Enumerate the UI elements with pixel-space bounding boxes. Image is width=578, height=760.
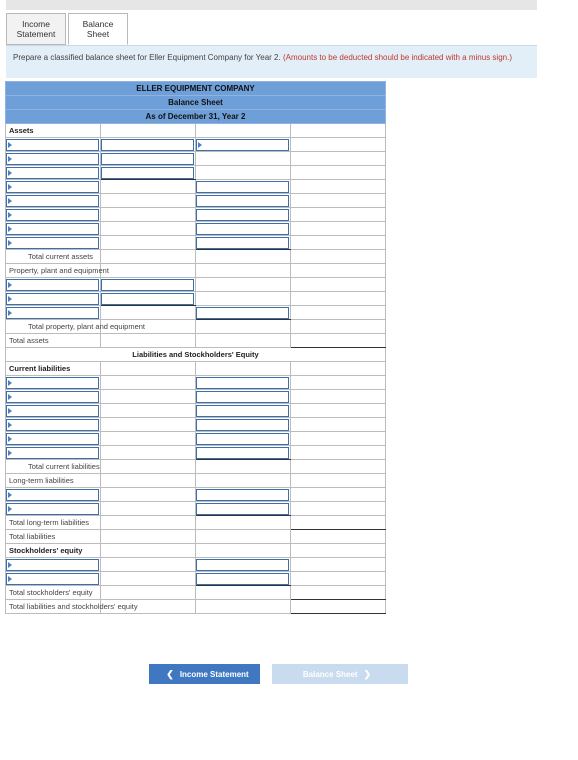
account-select[interactable] — [6, 167, 99, 179]
tab-income-statement[interactable]: Income Statement — [6, 13, 66, 45]
amount-input[interactable] — [196, 181, 289, 193]
account-select[interactable] — [6, 237, 99, 249]
prev-button-label: Income Statement — [179, 669, 249, 679]
amount-input[interactable] — [196, 377, 289, 389]
long-term-liabilities-heading: Long-term liabilities — [6, 474, 101, 488]
instructions — [6, 45, 537, 78]
instruction-text: Prepare a classified balance sheet for Eller Equipment Company for Year 2. — [13, 53, 281, 62]
account-select[interactable] — [6, 209, 99, 221]
amount-input[interactable] — [196, 489, 289, 501]
amount-input[interactable] — [196, 405, 289, 417]
amount-input[interactable] — [196, 391, 289, 403]
account-select[interactable] — [6, 419, 99, 431]
account-select[interactable] — [6, 405, 99, 417]
tab-bar — [6, 13, 128, 45]
amount-input[interactable] — [196, 503, 289, 515]
amount-input[interactable] — [196, 433, 289, 445]
amount-input[interactable] — [101, 167, 194, 179]
account-select[interactable] — [6, 447, 99, 459]
account-select[interactable] — [6, 433, 99, 445]
prev-income-statement-button[interactable] — [149, 664, 260, 684]
statement-date: As of December 31, Year 2 — [6, 110, 386, 124]
total-current-assets-label: Total current assets — [6, 250, 101, 264]
total-long-term-liabilities-label: Total long-term liabilities — [6, 516, 101, 530]
current-liabilities-heading: Current liabilities — [6, 362, 101, 376]
amount-input[interactable] — [196, 195, 289, 207]
amount-input[interactable] — [101, 153, 194, 165]
balance-sheet-table — [5, 81, 386, 614]
account-select[interactable] — [6, 223, 99, 235]
liabilities-equity-heading: Liabilities and Stockholders' Equity — [6, 348, 386, 362]
account-select[interactable] — [6, 153, 99, 165]
stockholders-equity-heading: Stockholders' equity — [6, 544, 101, 558]
amount-input[interactable] — [196, 559, 289, 571]
tab-balance-sheet[interactable]: Balance Sheet — [68, 13, 128, 45]
account-select[interactable] — [6, 377, 99, 389]
account-select[interactable] — [6, 559, 99, 571]
amount-input[interactable] — [196, 223, 289, 235]
total-stockholders-equity-label: Total stockholders' equity — [6, 586, 101, 600]
chevron-right-icon: ❯ — [363, 668, 372, 679]
account-select[interactable] — [6, 391, 99, 403]
amount-input[interactable] — [196, 419, 289, 431]
top-bar — [6, 0, 537, 10]
amount-input[interactable] — [101, 279, 194, 291]
amount-input[interactable] — [196, 447, 289, 459]
amount-input[interactable] — [196, 237, 289, 249]
account-select[interactable] — [196, 139, 289, 151]
next-balance-sheet-button[interactable] — [272, 664, 408, 684]
account-select[interactable] — [6, 489, 99, 501]
account-select[interactable] — [6, 307, 99, 319]
amount-input[interactable] — [101, 293, 194, 305]
amount-input[interactable] — [196, 573, 289, 585]
account-select[interactable] — [6, 293, 99, 305]
account-select[interactable] — [6, 181, 99, 193]
statement-title: Balance Sheet — [6, 96, 386, 110]
chevron-left-icon: ❮ — [166, 668, 174, 679]
total-liabilities-label: Total liabilities — [6, 530, 101, 544]
instruction-note: (Amounts to be deducted should be indicated with a minus sign.) — [282, 53, 512, 62]
total-assets-label: Total assets — [6, 334, 101, 348]
total-current-liabilities-label: Total current liabilities — [6, 460, 101, 474]
account-select[interactable] — [6, 573, 99, 585]
total-ppe-label: Total property, plant and equipment — [6, 320, 101, 334]
next-button-label: Balance Sheet — [302, 669, 358, 679]
ppe-heading: Property, plant and equipment — [6, 264, 101, 278]
account-select[interactable] — [6, 195, 99, 207]
amount-input[interactable] — [101, 139, 194, 151]
account-select[interactable] — [6, 279, 99, 291]
assets-heading: Assets — [6, 124, 101, 138]
company-name: ELLER EQUIPMENT COMPANY — [6, 82, 386, 96]
total-liabilities-equity-label: Total liabilities and stockholders' equity — [6, 600, 101, 614]
amount-input[interactable] — [196, 209, 289, 221]
amount-input[interactable] — [196, 307, 289, 319]
account-select[interactable] — [6, 503, 99, 515]
account-select[interactable] — [6, 139, 99, 151]
